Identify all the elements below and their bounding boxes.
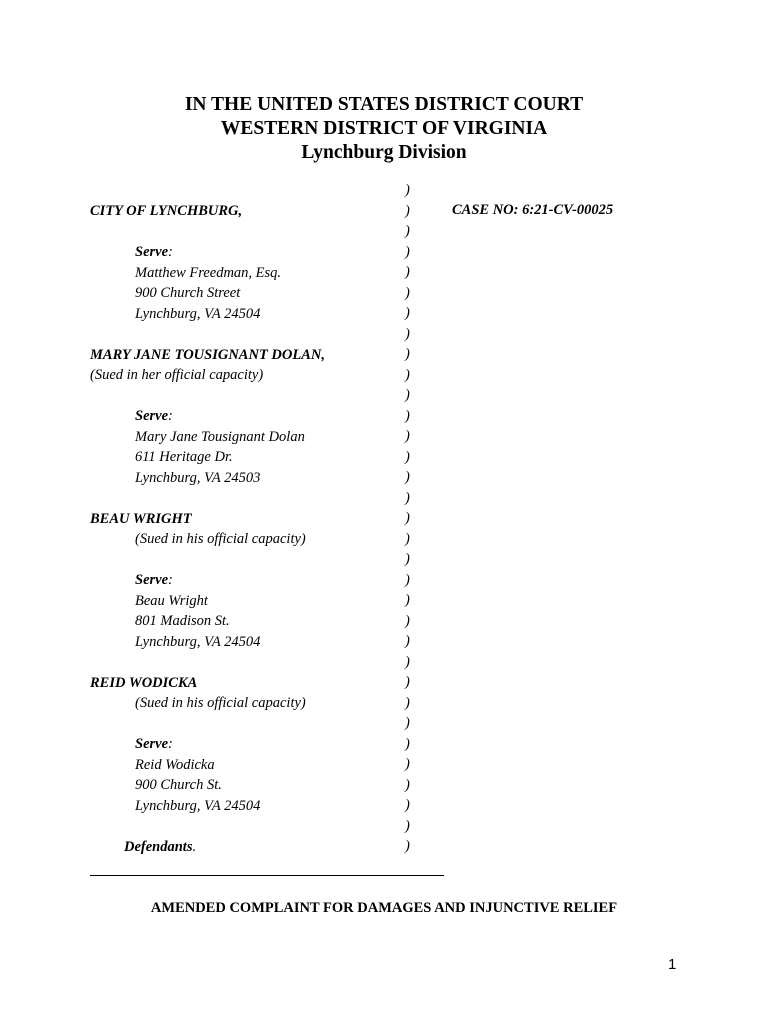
serve-address-line: Lynchburg, VA 24504 [135, 797, 261, 814]
caption-paren: ) [405, 817, 410, 834]
court-division: Lynchburg Division [301, 142, 467, 163]
page-number: 1 [668, 956, 677, 973]
caption-paren: ) [405, 674, 410, 690]
caption-paren: ) [405, 325, 410, 342]
caption-paren: ) [405, 366, 410, 383]
caption-paren: ) [405, 530, 410, 547]
caption-paren: ) [405, 243, 410, 260]
caption-divider [90, 875, 444, 876]
caption-paren: ) [405, 407, 410, 424]
serve-address-line: Beau Wright [135, 592, 208, 609]
caption-paren: ) [405, 284, 410, 301]
caption-paren: ) [405, 264, 410, 280]
court-header [0, 93, 768, 165]
caption-paren: ) [405, 612, 410, 629]
caption-paren: ) [405, 551, 410, 567]
caption-paren: ) [405, 592, 410, 608]
capacity-note: (Sued in his official capacity) [135, 531, 306, 547]
caption-paren: ) [405, 346, 410, 362]
serve-address-line: 900 Church St. [135, 777, 222, 793]
caption-paren: ) [405, 469, 410, 485]
caption-paren-column [405, 180, 410, 857]
caption-paren: ) [405, 305, 410, 321]
caption-paren: ) [405, 510, 410, 526]
caption-paren: ) [405, 223, 410, 239]
caption-paren: ) [405, 428, 410, 444]
serve-address-line: Mary Jane Tousignant Dolan [135, 428, 305, 445]
capacity-note: (Sued in his official capacity) [135, 695, 306, 711]
caption-paren: ) [405, 756, 410, 772]
caption-paren: ) [405, 797, 410, 813]
serve-address-line: 611 Heritage Dr. [135, 449, 233, 465]
caption-paren: ) [405, 735, 410, 752]
party-name-wright: BEAU WRIGHT [90, 510, 192, 527]
party-name-dolan: MARY JANE TOUSIGNANT DOLAN, [90, 346, 325, 363]
serve-address-line: Matthew Freedman, Esq. [135, 264, 282, 281]
serve-address-line: 801 Madison St. [135, 613, 230, 629]
caption-paren: ) [405, 694, 410, 711]
defendants-label: Defendants. [124, 838, 197, 855]
document-title: AMENDED COMPLAINT FOR DAMAGES AND INJUNCTIVE RELIEF [150, 900, 618, 916]
caption-paren: ) [405, 448, 410, 465]
caption-paren: ) [405, 489, 410, 506]
caption-paren: ) [405, 838, 410, 854]
serve-address-line: Lynchburg, VA 24504 [135, 633, 261, 650]
court-district: WESTERN DISTRICT OF VIRGINIA [220, 118, 548, 139]
serve-label-city: Serve: [135, 244, 173, 260]
caption-paren: ) [405, 633, 410, 649]
capacity-note: (Sued in her official capacity) [90, 367, 264, 383]
party-name-wodicka: REID WODICKA [90, 674, 198, 691]
serve-address-line: 900 Church Street [135, 285, 241, 301]
serve-address-line: Lynchburg, VA 24503 [135, 469, 261, 486]
serve-label-dolan: Serve: [135, 408, 173, 424]
serve-label-wodicka: Serve: [135, 736, 173, 752]
caption-paren: ) [405, 182, 410, 198]
serve-address-line: Lynchburg, VA 24504 [135, 305, 261, 322]
court-name: IN THE UNITED STATES DISTRICT COURT [184, 94, 584, 115]
caption-paren: ) [405, 776, 410, 793]
caption-paren: ) [405, 715, 410, 731]
caption-paren: ) [405, 387, 410, 403]
case-number: CASE NO: 6:21-CV-00025 [452, 202, 614, 218]
party-name-city: CITY OF LYNCHBURG, [90, 203, 243, 219]
serve-label-wright: Serve: [135, 572, 173, 588]
caption-paren: ) [405, 653, 410, 670]
caption-paren: ) [405, 202, 410, 219]
caption-paren: ) [405, 571, 410, 588]
serve-address-line: Reid Wodicka [135, 756, 215, 773]
